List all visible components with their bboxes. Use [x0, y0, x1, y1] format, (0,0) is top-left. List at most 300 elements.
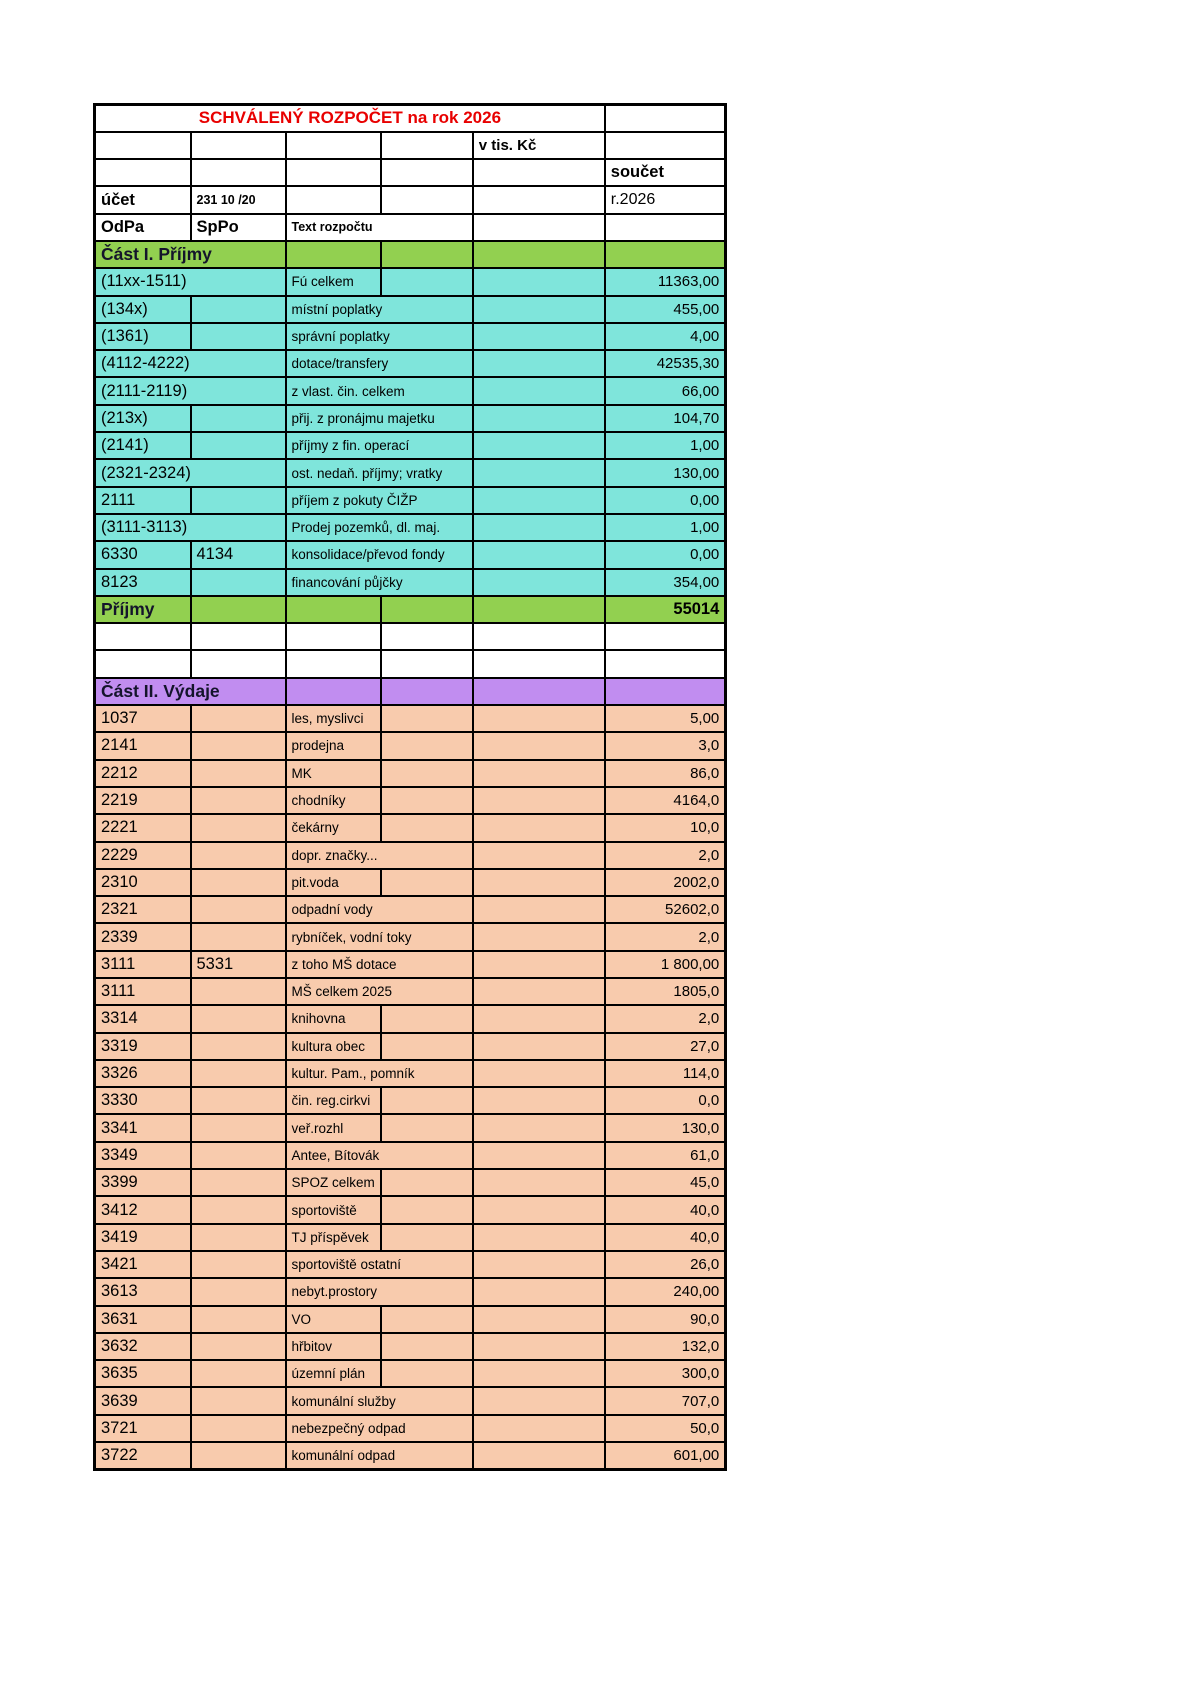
- cell-empty: [286, 596, 381, 623]
- section-income-row: [95, 241, 726, 268]
- cell-odpa: 2141: [95, 732, 191, 759]
- cell-empty: [473, 1415, 605, 1442]
- cell-text: komunální služby: [286, 1387, 473, 1414]
- cell-empty: [381, 1224, 473, 1251]
- cell-odpa: (1361): [95, 323, 191, 350]
- cell-text: veř.rozhl: [286, 1114, 381, 1141]
- cell-empty: [381, 623, 473, 650]
- expense-row: [95, 923, 726, 950]
- cell-sppo: [191, 1005, 286, 1032]
- cell-value: 2,0: [605, 1005, 726, 1032]
- cell-empty: [473, 432, 605, 459]
- cell-empty: [473, 1442, 605, 1469]
- cell-empty: [381, 186, 473, 213]
- cell-empty: [473, 978, 605, 1005]
- sum-row: [95, 159, 726, 186]
- income-total-row: [95, 596, 726, 623]
- cell-text: čekárny: [286, 814, 381, 841]
- cell-text: rybníček, vodní toky: [286, 923, 473, 950]
- expense-row: [95, 951, 726, 978]
- cell-empty: [381, 1306, 473, 1333]
- cell-value: 90,0: [605, 1306, 726, 1333]
- cell-sppo: [191, 323, 286, 350]
- expense-row: [95, 869, 726, 896]
- budget-sheet: [93, 103, 727, 1471]
- col-header-sppo: SpPo: [191, 214, 286, 241]
- cell-text: ost. nedaň. příjmy; vratky: [286, 459, 473, 486]
- expense-row: [95, 814, 726, 841]
- cell-value: 2002,0: [605, 869, 726, 896]
- spacer-row: [95, 650, 726, 677]
- cell-empty: [473, 541, 605, 568]
- cell-text: komunální odpad: [286, 1442, 473, 1469]
- cell-empty: [381, 268, 473, 295]
- cell-odpa: 2310: [95, 869, 191, 896]
- cell-empty: [381, 596, 473, 623]
- cell-empty: [381, 1005, 473, 1032]
- cell-text: příjmy z fin. operací: [286, 432, 473, 459]
- cell-value: 2,0: [605, 842, 726, 869]
- cell-empty: [605, 214, 726, 241]
- cell-text: chodníky: [286, 787, 381, 814]
- cell-odpa: 3631: [95, 1306, 191, 1333]
- cell-empty: [473, 1387, 605, 1414]
- cell-empty: [473, 896, 605, 923]
- expense-row: [95, 1196, 726, 1223]
- table-header: [95, 105, 726, 269]
- cell-empty: [473, 923, 605, 950]
- cell-value: 86,0: [605, 760, 726, 787]
- cell-sppo: [191, 569, 286, 596]
- expense-row: [95, 1360, 726, 1387]
- expense-row: [95, 1251, 726, 1278]
- cell-empty: [473, 760, 605, 787]
- cell-empty: [473, 487, 605, 514]
- cell-value: 3,0: [605, 732, 726, 759]
- spacer-row: [95, 623, 726, 650]
- cell-odpa: 6330: [95, 541, 191, 568]
- cell-empty: [605, 623, 726, 650]
- cell-odpa: 3330: [95, 1087, 191, 1114]
- cell-empty: [605, 241, 726, 268]
- cell-sppo: [191, 1114, 286, 1141]
- cell-text: nebezpečný odpad: [286, 1415, 473, 1442]
- cell-empty: [473, 377, 605, 404]
- expense-row: [95, 978, 726, 1005]
- cell-odpa: 3722: [95, 1442, 191, 1469]
- cell-sppo: [191, 1169, 286, 1196]
- cell-odpa: (11xx-1511): [95, 268, 286, 295]
- cell-value: 10,0: [605, 814, 726, 841]
- cell-empty: [473, 1142, 605, 1169]
- income-row: [95, 377, 726, 404]
- title-row: [95, 105, 726, 132]
- cell-empty: [473, 814, 605, 841]
- income-total-value: 55014: [605, 596, 726, 623]
- cell-sppo: [191, 1224, 286, 1251]
- cell-sppo: [191, 1415, 286, 1442]
- cell-empty: [95, 650, 191, 677]
- expense-row: [95, 1142, 726, 1169]
- cell-empty: [473, 350, 605, 377]
- cell-empty: [286, 241, 381, 268]
- expense-row: [95, 705, 726, 732]
- cell-sppo: [191, 760, 286, 787]
- cell-sppo: [191, 1333, 286, 1360]
- sum-label: součet: [605, 159, 726, 186]
- col-header-odpa: OdPa: [95, 214, 191, 241]
- cell-sppo: [191, 1196, 286, 1223]
- cell-empty: [473, 623, 605, 650]
- income-total-section: [95, 596, 726, 705]
- cell-empty: [381, 760, 473, 787]
- cell-empty: [605, 105, 726, 132]
- cell-odpa: 3111: [95, 951, 191, 978]
- cell-empty: [473, 787, 605, 814]
- cell-sppo: [191, 1033, 286, 1060]
- cell-sppo: [191, 869, 286, 896]
- cell-sppo: [191, 405, 286, 432]
- cell-text: Antee, Bítovák: [286, 1142, 473, 1169]
- cell-text: územní plán: [286, 1360, 381, 1387]
- cell-sppo: [191, 923, 286, 950]
- cell-odpa: 3639: [95, 1387, 191, 1414]
- cell-sppo: [191, 814, 286, 841]
- cell-value: 61,0: [605, 1142, 726, 1169]
- cell-odpa: 2219: [95, 787, 191, 814]
- income-row: [95, 350, 726, 377]
- cell-value: 354,00: [605, 569, 726, 596]
- cell-text: dotace/transfery: [286, 350, 473, 377]
- income-row: [95, 459, 726, 486]
- cell-value: 707,0: [605, 1387, 726, 1414]
- cell-odpa: (3111-3113): [95, 514, 286, 541]
- expense-row: [95, 1333, 726, 1360]
- cell-sppo: [191, 1306, 286, 1333]
- cell-sppo: 5331: [191, 951, 286, 978]
- cell-empty: [473, 1060, 605, 1087]
- cell-empty: [473, 678, 605, 705]
- cell-text: kultur. Pam., pomník: [286, 1060, 473, 1087]
- cell-sppo: [191, 896, 286, 923]
- expense-row: [95, 1224, 726, 1251]
- cell-value: 26,0: [605, 1251, 726, 1278]
- income-row: [95, 323, 726, 350]
- cell-empty: [473, 241, 605, 268]
- cell-value: 1,00: [605, 432, 726, 459]
- cell-empty: [473, 186, 605, 213]
- cell-text: konsolidace/převod fondy: [286, 541, 473, 568]
- cell-value: 42535,30: [605, 350, 726, 377]
- cell-empty: [381, 814, 473, 841]
- cell-value: 52602,0: [605, 896, 726, 923]
- cell-text: odpadní vody: [286, 896, 473, 923]
- cell-text: správní poplatky: [286, 323, 473, 350]
- expense-row: [95, 1278, 726, 1305]
- income-row: [95, 569, 726, 596]
- cell-value: 601,00: [605, 1442, 726, 1469]
- cell-value: 132,0: [605, 1333, 726, 1360]
- cell-text: Fú celkem: [286, 268, 381, 295]
- cell-empty: [473, 405, 605, 432]
- cell-value: 1,00: [605, 514, 726, 541]
- cell-empty: [605, 650, 726, 677]
- cell-text: Prodej pozemků, dl. maj.: [286, 514, 473, 541]
- expense-row: [95, 896, 726, 923]
- cell-empty: [381, 132, 473, 159]
- cell-odpa: 3349: [95, 1142, 191, 1169]
- cell-odpa: 3412: [95, 1196, 191, 1223]
- cell-odpa: 3111: [95, 978, 191, 1005]
- cell-sppo: [191, 1060, 286, 1087]
- cell-empty: [473, 705, 605, 732]
- expense-row: [95, 1033, 726, 1060]
- cell-text: MŠ celkem 2025: [286, 978, 473, 1005]
- cell-value: 114,0: [605, 1060, 726, 1087]
- cell-sppo: [191, 296, 286, 323]
- cell-sppo: [191, 732, 286, 759]
- cell-value: 4164,0: [605, 787, 726, 814]
- cell-sppo: [191, 487, 286, 514]
- cell-value: 1 800,00: [605, 951, 726, 978]
- cell-text: dopr. značky...: [286, 842, 473, 869]
- column-header-row: [95, 214, 726, 241]
- account-row: [95, 186, 726, 213]
- cell-value: 104,70: [605, 405, 726, 432]
- cell-odpa: 8123: [95, 569, 191, 596]
- cell-empty: [473, 1114, 605, 1141]
- cell-sppo: [191, 1087, 286, 1114]
- cell-odpa: 2212: [95, 760, 191, 787]
- cell-sppo: [191, 1251, 286, 1278]
- expense-row: [95, 1087, 726, 1114]
- cell-empty: [286, 678, 381, 705]
- cell-empty: [286, 186, 381, 213]
- cell-empty: [381, 1169, 473, 1196]
- cell-empty: [473, 1333, 605, 1360]
- cell-value: 0,00: [605, 487, 726, 514]
- expense-row: [95, 1415, 726, 1442]
- cell-odpa: 3721: [95, 1415, 191, 1442]
- cell-text: hřbitov: [286, 1333, 381, 1360]
- cell-value: 45,0: [605, 1169, 726, 1196]
- cell-value: 4,00: [605, 323, 726, 350]
- cell-empty: [381, 787, 473, 814]
- cell-empty: [286, 623, 381, 650]
- cell-odpa: (134x): [95, 296, 191, 323]
- cell-empty: [473, 869, 605, 896]
- cell-empty: [381, 1333, 473, 1360]
- cell-text: místní poplatky: [286, 296, 473, 323]
- document-title: SCHVÁLENÝ ROZPOČET na rok 2026: [95, 105, 605, 132]
- cell-text: pit.voda: [286, 869, 381, 896]
- cell-empty: [473, 842, 605, 869]
- cell-text: financování půjčky: [286, 569, 473, 596]
- cell-text: VO: [286, 1306, 381, 1333]
- cell-empty: [473, 514, 605, 541]
- cell-text: MK: [286, 760, 381, 787]
- expense-section: [95, 705, 726, 1469]
- cell-value: 2,0: [605, 923, 726, 950]
- cell-odpa: 3341: [95, 1114, 191, 1141]
- cell-empty: [473, 1196, 605, 1223]
- cell-empty: [95, 159, 191, 186]
- cell-empty: [473, 296, 605, 323]
- cell-value: 0,0: [605, 1087, 726, 1114]
- cell-empty: [473, 323, 605, 350]
- income-row: [95, 514, 726, 541]
- cell-empty: [381, 705, 473, 732]
- cell-value: 50,0: [605, 1415, 726, 1442]
- budget-table: [93, 103, 727, 1471]
- cell-empty: [381, 650, 473, 677]
- income-total-label: Příjmy: [95, 596, 191, 623]
- cell-empty: [381, 869, 473, 896]
- cell-empty: [381, 1360, 473, 1387]
- cell-sppo: [191, 1142, 286, 1169]
- cell-empty: [381, 1087, 473, 1114]
- cell-text: sportoviště ostatní: [286, 1251, 473, 1278]
- cell-value: 130,0: [605, 1114, 726, 1141]
- cell-odpa: 2111: [95, 487, 191, 514]
- cell-sppo: [191, 1360, 286, 1387]
- cell-empty: [605, 132, 726, 159]
- cell-text: sportoviště: [286, 1196, 381, 1223]
- cell-text: TJ příspěvek: [286, 1224, 381, 1251]
- expense-row: [95, 1306, 726, 1333]
- cell-text: knihovna: [286, 1005, 381, 1032]
- expense-row: [95, 787, 726, 814]
- cell-value: 300,0: [605, 1360, 726, 1387]
- cell-odpa: (2321-2324): [95, 459, 286, 486]
- cell-sppo: 4134: [191, 541, 286, 568]
- cell-empty: [473, 1224, 605, 1251]
- cell-value: 0,00: [605, 541, 726, 568]
- cell-text: les, myslivci: [286, 705, 381, 732]
- cell-empty: [473, 732, 605, 759]
- section-income-label: Část I. Příjmy: [95, 241, 286, 268]
- cell-text: z toho MŠ dotace: [286, 951, 473, 978]
- cell-empty: [473, 1278, 605, 1305]
- cell-empty: [95, 623, 191, 650]
- year-value: r.2026: [605, 186, 726, 213]
- expense-row: [95, 1060, 726, 1087]
- cell-odpa: 3419: [95, 1224, 191, 1251]
- cell-empty: [473, 1005, 605, 1032]
- cell-text: přij. z pronájmu majetku: [286, 405, 473, 432]
- cell-odpa: 3635: [95, 1360, 191, 1387]
- cell-sppo: [191, 1442, 286, 1469]
- cell-value: 40,0: [605, 1224, 726, 1251]
- col-header-text: Text rozpočtu: [286, 214, 473, 241]
- cell-value: 130,00: [605, 459, 726, 486]
- cell-text: nebyt.prostory: [286, 1278, 473, 1305]
- cell-value: 1805,0: [605, 978, 726, 1005]
- expense-row: [95, 760, 726, 787]
- income-row: [95, 296, 726, 323]
- cell-odpa: (4112-4222): [95, 350, 286, 377]
- cell-odpa: (2141): [95, 432, 191, 459]
- cell-text: kultura obec: [286, 1033, 381, 1060]
- cell-empty: [381, 1033, 473, 1060]
- cell-odpa: 1037: [95, 705, 191, 732]
- cell-empty: [473, 159, 605, 186]
- cell-odpa: 3421: [95, 1251, 191, 1278]
- expense-row: [95, 842, 726, 869]
- cell-empty: [191, 159, 286, 186]
- cell-text: příjem z pokuty ČIŽP: [286, 487, 473, 514]
- cell-odpa: 3399: [95, 1169, 191, 1196]
- cell-value: 240,00: [605, 1278, 726, 1305]
- cell-sppo: [191, 842, 286, 869]
- cell-empty: [381, 1196, 473, 1223]
- cell-empty: [473, 1169, 605, 1196]
- cell-text: čin. reg.cirkvi: [286, 1087, 381, 1114]
- cell-sppo: [191, 1387, 286, 1414]
- cell-value: 27,0: [605, 1033, 726, 1060]
- cell-empty: [191, 623, 286, 650]
- income-row: [95, 541, 726, 568]
- cell-odpa: 2229: [95, 842, 191, 869]
- cell-sppo: [191, 705, 286, 732]
- expense-row: [95, 1169, 726, 1196]
- cell-empty: [473, 459, 605, 486]
- cell-sppo: [191, 787, 286, 814]
- cell-value: 40,0: [605, 1196, 726, 1223]
- account-label: účet: [95, 186, 191, 213]
- expense-row: [95, 1442, 726, 1469]
- cell-odpa: 3314: [95, 1005, 191, 1032]
- expense-row: [95, 1114, 726, 1141]
- cell-text: z vlast. čin. celkem: [286, 377, 473, 404]
- cell-empty: [473, 1087, 605, 1114]
- cell-odpa: 3326: [95, 1060, 191, 1087]
- cell-value: 66,00: [605, 377, 726, 404]
- section-expense-row: [95, 678, 726, 705]
- cell-odpa: 3632: [95, 1333, 191, 1360]
- cell-empty: [473, 569, 605, 596]
- cell-empty: [473, 596, 605, 623]
- cell-empty: [286, 132, 381, 159]
- cell-text: prodejna: [286, 732, 381, 759]
- cell-odpa: 3613: [95, 1278, 191, 1305]
- cell-empty: [473, 1360, 605, 1387]
- cell-empty: [381, 1114, 473, 1141]
- expense-row: [95, 1005, 726, 1032]
- income-row: [95, 268, 726, 295]
- income-row: [95, 487, 726, 514]
- income-row: [95, 432, 726, 459]
- cell-value: 11363,00: [605, 268, 726, 295]
- cell-odpa: 3319: [95, 1033, 191, 1060]
- section-expense-label: Část II. Výdaje: [95, 678, 286, 705]
- unit-label: v tis. Kč: [473, 132, 605, 159]
- cell-value: 5,00: [605, 705, 726, 732]
- cell-empty: [191, 596, 286, 623]
- cell-sppo: [191, 432, 286, 459]
- cell-empty: [605, 678, 726, 705]
- cell-empty: [473, 214, 605, 241]
- cell-empty: [381, 241, 473, 268]
- income-section: [95, 268, 726, 596]
- cell-empty: [191, 650, 286, 677]
- cell-empty: [381, 159, 473, 186]
- cell-empty: [473, 951, 605, 978]
- income-row: [95, 405, 726, 432]
- cell-odpa: 2321: [95, 896, 191, 923]
- cell-empty: [191, 132, 286, 159]
- cell-empty: [286, 159, 381, 186]
